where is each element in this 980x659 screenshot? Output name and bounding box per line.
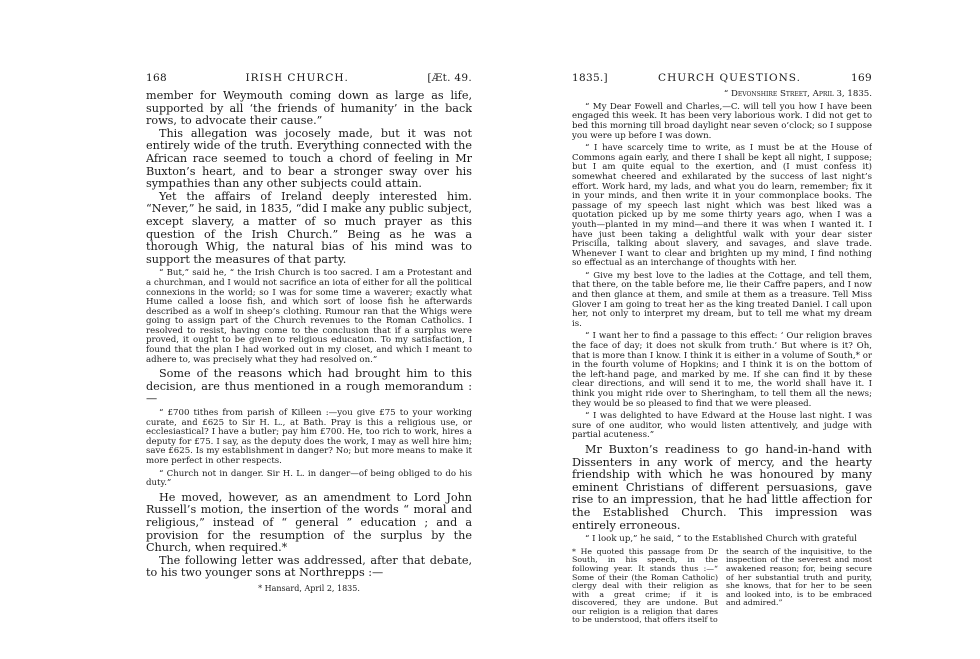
left-paragraph: This allegation was jocosely made, but it was not entirely wide of the truth. Everything connected with the African race seemed to touch a chord of feeling in Mr Buxton’s heart, and to bear a stronger sway over his sympathies than any other subjects could attain. (146, 126, 472, 191)
left-paragraph: Yet the affairs of Ireland deeply interested him. “Never,” he said, in 1835, “did I make any public subject, except slavery, a matter of so much prayer as this question of the Irish Church.” Being as he was a thorough Whig, the natural bias of his mind was to support the measures of that party. (146, 189, 472, 266)
left-page-number: 168 (146, 72, 167, 84)
right-quote: “ I have scarcely time to write, as I must be at the House of Commons again early, and there I shall be kept all night, I suppose; but I am quite equal to the exertion, and (I must confess it) somewhat cheered and exhilarated by the success of last night’s effort. Work hard, my lads, and what you do learn, remember; fix it in your minds, and then write it in your commonplace books. The passage of my speech last night which was best liked was a quotation picked up by me some thirty years ago, when I was a youth—planted in my mind—and there it was when I wanted it. I have just been taking a delightful walk with your dear sister Priscilla, talking about slavery, and savages, and slave trade. Whenever I want to clear and brighten up my mind, I find nothing so effectual as an interchange of thoughts with her. (572, 143, 872, 269)
left-footnote: * Hansard, April 2, 1835. (258, 583, 360, 593)
left-running-title: IRISH CHURCH. (245, 72, 349, 84)
right-quote: “ My Dear Fowell and Charles,—C. will tell you how I have been engaged this week. It has been very laborious work. I did not get to bed this morning till broad daylight near seven o’clock; so I suppose you were up before I was down. (572, 101, 872, 141)
left-page-header (146, 72, 472, 84)
right-page-body (572, 90, 872, 625)
left-page (146, 72, 472, 632)
left-paragraph: member for Weymouth coming down as large as life, supported by all ‘the friends of humanity’ in the back rows, to advocate their cause.” (146, 89, 472, 128)
left-quote: “ But,” said he, “ the Irish Church is too sacred. I am a Protestant and a churchman, and I would not sacrifice an iota of either for all the political connexions in the world; so I was for some time a waverer; exactly what Hume called a loose fish, and which sort of loose fish he afterwards described as a wolf in sheep’s clothing. Rumour ran that the Whigs were going to assign part of the Church revenues to the Roman Catholics. I resolved to resist, having come to the conclusion that if a surplus were proved, it ought to be given to religious education. To my satisfaction, I found that the plan I had worked out in my closet, and which I meant to adhere to, was precisely what they had resolved on.” (146, 268, 472, 365)
right-paragraph: Mr Buxton’s readiness to go hand-in-hand with Dissenters in any work of mercy, and the hearty friendship with which he was honoured by many eminent Christians of different persuasions, gave rise to an impression, that he had little affection for the Established Church. This impression was entirely erroneous. (572, 442, 872, 532)
left-quote: “ Church not in danger. Sir H. L. in danger—of being obliged to do his duty.” (146, 468, 472, 489)
left-paragraph: The following letter was addressed, after that debate, to his two younger sons at Northrepps :— (146, 553, 472, 580)
right-footnote (572, 548, 872, 625)
right-running-title: CHURCH QUESTIONS. (658, 72, 801, 84)
left-page-body (146, 90, 472, 596)
right-year: 1835.] (572, 72, 608, 84)
right-page (572, 72, 872, 632)
right-footnote-col2: the search of the inquisitive, to the inspection of the severest and most awakened reason; for, being secure of her substantial truth and purity, she knows, that for her to be seen and looked into, is to be embraced and admired.” (726, 546, 872, 608)
left-age-note: [Æt. 49. (427, 72, 472, 84)
right-quote: “ I was delighted to have Edward at the House last night. I was sure of one auditor, who would listen attentively, and judge with partial acuteness.” (572, 411, 872, 441)
right-quote: “ I want her to find a passage to this effect: ‘ Our religion braves the face of day; it does not skulk from truth.’ But where is it? Oh, that is more than I know. I think it is either in a volume of South,* or in the fourth volume of Hopkins; and I think it is on the bottom of the left-hand page, and marked by me. If she can find it by these clear directions, and will send it to me, the world shall have it. I think you might ride over to Sheringham, to tell them all the news; they would be so pleased to find that we were pleased. (572, 331, 872, 409)
left-quote: “ £700 tithes from parish of Killeen :—you give £75 to your working curate, and £625 to Sir H. L., at Bath. Pray is this a religious use, or ecclesiastical? I have a butler; pay him £700. He, too rich to work, hires a deputy for £75. I say, as the deputy does the work, I may as well hire him; save £625. Is my establishment in danger? No; but more means to make it more perfect in other respects. (146, 408, 472, 466)
left-paragraph: He moved, however, as an amendment to Lord John Russell’s motion, the insertion of the words “ moral and religious,” instead of “ general ” education ; and a provision for the resumption of the surplus by the Church, when required.* (146, 490, 472, 555)
letter-dateline: “ Devonshire Street, April 3, 1835. (723, 89, 872, 99)
right-footnote-col1: * He quoted this passage from Dr South, in his speech, in the following year. It stands thus :—“ Some of their (the Roman Catholic) clergy deal with their religion as with a great crime; if it is discovered, they are undone. But our religion is a religion that dares to be understood, that offers itself to (572, 546, 718, 625)
right-page-header (572, 72, 872, 84)
right-quote: “ I look up,” he said, “ to the Established Church with grateful (585, 534, 857, 545)
right-page-number: 169 (851, 72, 872, 84)
left-paragraph: Some of the reasons which had brought him to this decision, are thus mentioned in a rough memorandum :— (146, 367, 472, 406)
right-quote: “ Give my best love to the ladies at the Cottage, and tell them, that there, on the table before me, lie their Caffre papers, and I now and then glance at them, and smile at them as a treasure. Tell Miss Glover I am going to treat her as the king treated Daniel. I call upon her, not only to interpret my dream, but to tell me what my dream is. (572, 270, 872, 329)
